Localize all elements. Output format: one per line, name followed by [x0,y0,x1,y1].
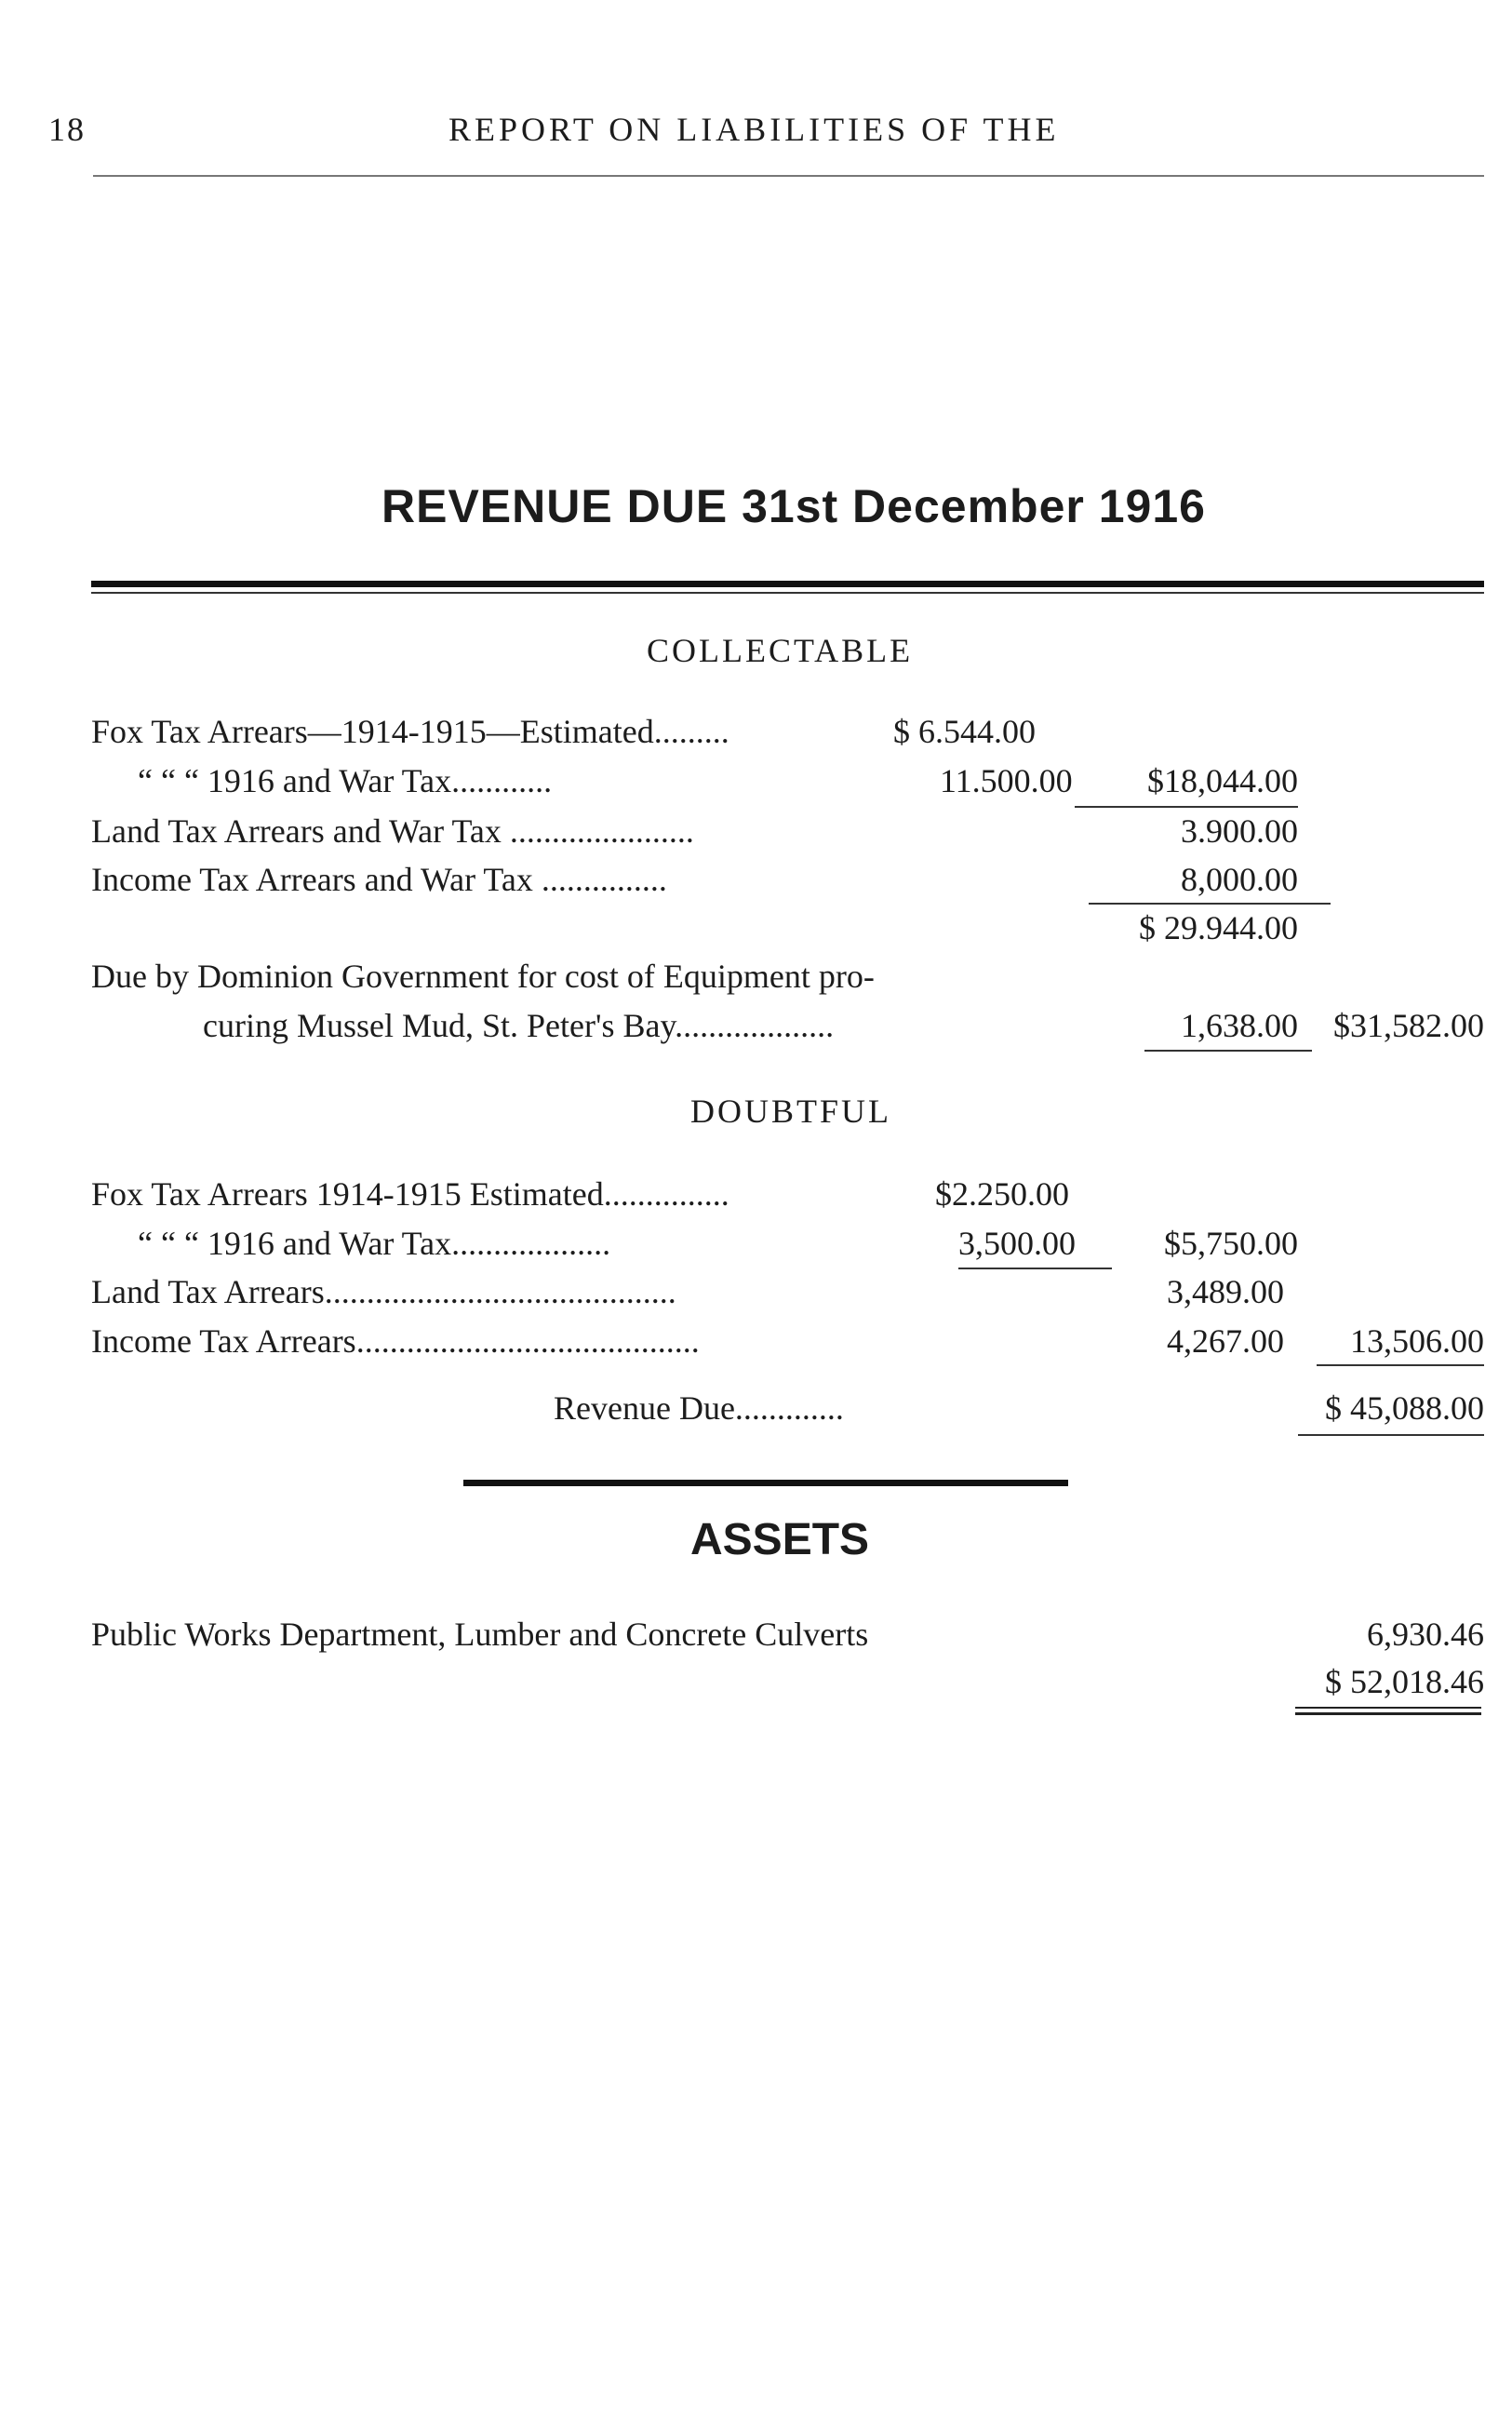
doubtful-row-col2: $5,750.00 [1164,1225,1298,1262]
doubtful-row-col1: 3,500.00 [958,1225,1076,1262]
grand-total-rule [1295,1707,1481,1709]
collectable-row-label: curing Mussel Mud, St. Peter's Bay................... [203,1007,835,1044]
subtotal-rule [1075,806,1298,808]
assets-heading: ASSETS [690,1515,870,1564]
subtotal-rule [1317,1364,1484,1366]
revenue-due-label: Revenue Due............. [554,1389,844,1427]
doubtful-row-label: Land Tax Arrears.......................................... [91,1273,676,1310]
assets-rule [463,1480,1068,1486]
running-head: REPORT ON LIABILITIES OF THE [448,111,1060,148]
collectable-row-col2: 8,000.00 [1181,861,1298,898]
grand-total-rule-second [1295,1712,1481,1715]
collectable-heading: COLLECTABLE [647,632,914,669]
doubtful-row-col1: $2.250.00 [935,1175,1069,1213]
doubtful-row-label: “ “ “ 1916 and War Tax................... [138,1225,611,1262]
title-rule-thin [91,592,1484,594]
collectable-row-label: Income Tax Arrears and War Tax ............... [91,861,667,898]
collectable-row-col1: $ 6.544.00 [893,713,1036,750]
doubtful-heading: DOUBTFUL [690,1093,892,1130]
subtotal-rule [1144,1050,1312,1052]
collectable-row-col2: 3.900.00 [1181,812,1298,850]
collectable-row-label: “ “ “ 1916 and War Tax............ [138,762,553,799]
header-rule [93,175,1484,177]
title-rule [91,581,1484,587]
asset-item-value: 6,930.46 [1367,1616,1484,1653]
collectable-row-label: Land Tax Arrears and War Tax ...................... [91,812,694,850]
collectable-row-label: Fox Tax Arrears—1914-1915—Estimated......... [91,713,729,750]
revenue-due-value: $ 45,088.00 [1325,1389,1484,1427]
page-title: REVENUE DUE 31st December 1916 [381,480,1206,532]
doubtful-row-col2: 3,489.00 [1167,1273,1284,1310]
doubtful-row-col2: 4,267.00 [1167,1322,1284,1360]
doubtful-total: 13,506.00 [1350,1322,1484,1360]
page-number: 18 [48,111,86,148]
subtotal-rule [958,1268,1112,1269]
collectable-row-label: Due by Dominion Government for cost of Equipment pro- [91,958,875,995]
total-rule [1298,1434,1484,1436]
doubtful-row-label: Fox Tax Arrears 1914-1915 Estimated............... [91,1175,729,1213]
subtotal-rule [1089,903,1331,905]
collectable-total: $31,582.00 [1333,1007,1484,1044]
doubtful-row-label: Income Tax Arrears......................................... [91,1322,700,1360]
grand-total: $ 52,018.46 [1325,1663,1484,1700]
asset-item-label: Public Works Department, Lumber and Concrete Culverts [91,1616,869,1653]
collectable-row-col2: $18,044.00 [1147,762,1298,799]
collectable-row-col2: 1,638.00 [1181,1007,1298,1044]
collectable-row-col1: 11.500.00 [940,762,1073,799]
collectable-subtotal: $ 29.944.00 [1139,909,1298,946]
